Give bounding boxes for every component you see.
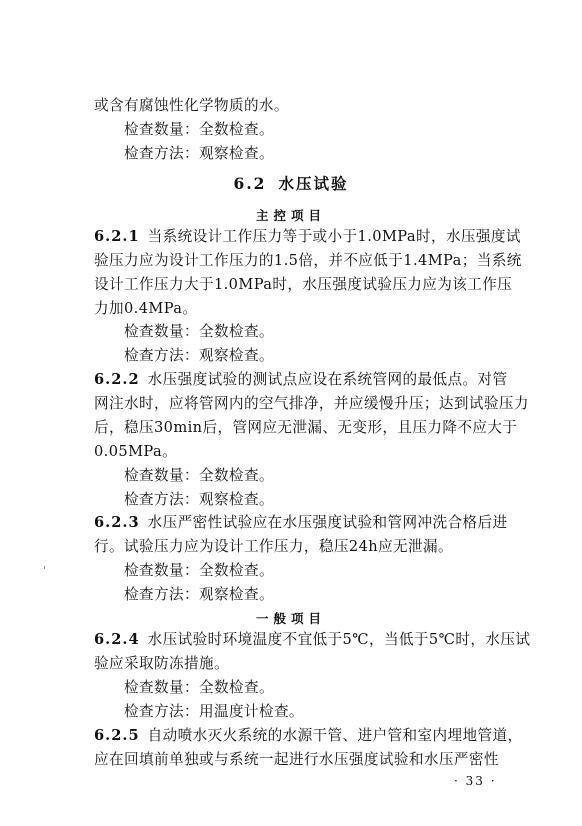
clause-number: 6.2.2 bbox=[94, 371, 140, 388]
check-method-line: 检查方法：观察检查。 bbox=[124, 491, 274, 508]
clause-number: 6.2.5 bbox=[94, 727, 140, 744]
check-quantity-line: 检查数量：全数检查。 bbox=[124, 562, 274, 579]
clause-text: 当系统设计工作压力等于或小于1.0MPa时，水压强度试 bbox=[147, 228, 521, 245]
text-line: 0.05MPa。 bbox=[94, 443, 178, 460]
text-line: 验压力应为设计工作压力的1.5倍，并不应低于1.4MPa；当系统 bbox=[94, 252, 522, 269]
clause-number: 6.2.4 bbox=[94, 631, 140, 648]
check-method-line: 检查方法：观察检查。 bbox=[124, 347, 274, 364]
text-line: 验应采取防冻措施。 bbox=[94, 655, 229, 672]
clause-6-2-2-line bbox=[94, 370, 508, 390]
clause-6-2-4-line bbox=[94, 630, 531, 650]
page-number: · 33 · bbox=[454, 774, 497, 788]
check-method-line: 检查方法：观察检查。 bbox=[124, 145, 274, 162]
subheading-main-items: 主控项目 bbox=[255, 208, 326, 223]
text-line: 设计工作压力大于1.0MPa时，水压强度试验压力应为该工作压 bbox=[94, 276, 513, 293]
check-quantity-line: 检查数量：全数检查。 bbox=[124, 121, 274, 138]
subheading-general-items: 一般项目 bbox=[255, 611, 326, 626]
section-title: 水压试验 bbox=[278, 174, 349, 193]
text-line: 行。试验压力应为设计工作压力，稳压24h应无泄漏。 bbox=[94, 538, 454, 555]
clause-text: 水压试验时环境温度不宜低于5℃，当低于5℃时，水压试 bbox=[147, 631, 531, 648]
check-quantity-line: 检查数量：全数检查。 bbox=[124, 467, 274, 484]
text-line: 应在回填前单独或与系统一起进行水压强度试验和水压严密性 bbox=[94, 751, 499, 768]
clause-text: 水压严密性试验应在水压强度试验和管网冲洗合格后进 bbox=[147, 514, 508, 531]
clause-6-2-3-line bbox=[94, 513, 508, 533]
check-method-line: 检查方法：用温度计检查。 bbox=[124, 703, 304, 720]
clause-text: 水压强度试验的测试点应设在系统管网的最低点。对管 bbox=[147, 371, 508, 388]
text-line: 网注水时，应将管网内的空气排净，并应缓慢升压；达到试验压力 bbox=[94, 395, 529, 412]
section-number: 6.2 bbox=[233, 174, 267, 193]
text-line: 力加0.4MPa。 bbox=[94, 300, 198, 317]
clause-number: 6.2.1 bbox=[94, 228, 140, 245]
scan-mark bbox=[44, 566, 45, 569]
clause-6-2-1-line bbox=[94, 227, 521, 247]
clause-number: 6.2.3 bbox=[94, 514, 140, 531]
clause-text: 自动喷水灭火系统的水源干管、进户管和室内埋地管道， bbox=[147, 727, 523, 744]
text-line: 或含有腐蚀性化学物质的水。 bbox=[94, 97, 289, 114]
check-quantity-line: 检查数量：全数检查。 bbox=[124, 323, 274, 340]
clause-6-2-5-line bbox=[94, 726, 523, 746]
check-quantity-line: 检查数量：全数检查。 bbox=[124, 679, 274, 696]
section-heading bbox=[0, 172, 582, 194]
check-method-line: 检查方法：观察检查。 bbox=[124, 586, 274, 603]
text-line: 后，稳压30min后，管网应无泄漏、无变形，且压力降不应大于 bbox=[94, 419, 518, 436]
